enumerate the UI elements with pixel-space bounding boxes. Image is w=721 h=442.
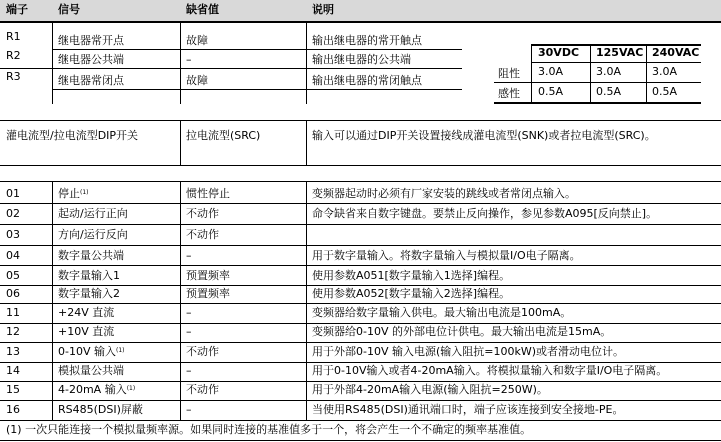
signal-cell: RS485(DSI)屏蔽 bbox=[58, 403, 143, 416]
terminal-cell: 01 bbox=[6, 187, 20, 200]
signal-cell: 起动/运行正向 bbox=[58, 207, 128, 220]
signal-cell: 方向/运行反向 bbox=[58, 228, 128, 241]
header-rule bbox=[0, 21, 721, 23]
rating-inductive-240vac: 0.5A bbox=[652, 85, 678, 98]
signal-r2: 继电器公共端 bbox=[58, 53, 124, 66]
terminal-cell: 02 bbox=[6, 207, 20, 220]
header-default: 缺省值 bbox=[186, 3, 219, 16]
footnote-marker: (1) bbox=[126, 385, 136, 392]
default-cell: – bbox=[186, 306, 192, 319]
table-header bbox=[0, 0, 721, 21]
default-cell: 惯性停止 bbox=[186, 187, 230, 200]
desc-cell: 使用参数A052[数字量输入2选择]编程。 bbox=[312, 287, 511, 300]
desc-cell: 变频器起动时必须有厂家安装的跳线或者常闭点输入。 bbox=[312, 187, 576, 200]
rating-header-30vdc: 30VDC bbox=[538, 46, 580, 59]
rating-resistive-30vdc: 3.0A bbox=[538, 65, 564, 78]
signal-r1: 继电器常开点 bbox=[58, 34, 124, 47]
desc-cell: 当使用RS485(DSI)通讯端口时，端子应该连接到安全接地-PE。 bbox=[312, 403, 624, 416]
default-r1: 故障 bbox=[186, 34, 208, 47]
signal-cell: 数字量公共端 bbox=[58, 249, 124, 262]
signal-cell: +24V 直流 bbox=[58, 306, 115, 319]
rating-header-125vac: 125VAC bbox=[596, 46, 644, 59]
signal-cell: 4-20mA 输入$^{(1)}$ bbox=[58, 383, 136, 396]
footnote: (1) 一次只能连接一个模拟量频率源。如果同时连接的基准值多于一个，将会产生一个不确定的频率基准值。 bbox=[6, 423, 532, 436]
default-cell: – bbox=[186, 364, 192, 377]
terminal-r3: R3 bbox=[6, 70, 21, 83]
signal-cell: +10V 直流 bbox=[58, 325, 115, 338]
terminal-cell: 05 bbox=[6, 269, 20, 282]
dip-signal: 灌电流型/拉电流型DIP开关 bbox=[6, 129, 139, 142]
rating-label-inductive: 感性 bbox=[498, 87, 520, 100]
desc-cell: 命令缺省来自数字键盘。要禁止反向操作，参见参数A095[反向禁止]。 bbox=[312, 207, 658, 220]
desc-cell: 使用参数A051[数字量输入1选择]编程。 bbox=[312, 269, 511, 282]
header-terminal: 端子 bbox=[6, 3, 28, 16]
dip-desc: 输入可以通过DIP开关设置接线成灌电流型(SNK)或者拉电流型(SRC)。 bbox=[312, 129, 656, 142]
terminal-cell: 12 bbox=[6, 325, 20, 338]
desc-cell: 用于0-10V输入或者4-20mA输入。将模拟量输入和数字量I/O电子隔离。 bbox=[312, 364, 668, 377]
default-cell: 预置频率 bbox=[186, 287, 230, 300]
signal-cell: 0-10V 输入$^{(1)}$ bbox=[58, 345, 125, 358]
desc-cell: 变频器给数字量输入供电。最大输出电流是100mA。 bbox=[312, 306, 572, 319]
signal-r3: 继电器常闭点 bbox=[58, 74, 124, 87]
rating-resistive-125vac: 3.0A bbox=[596, 65, 622, 78]
default-cell: 不动作 bbox=[186, 383, 219, 396]
rating-label-resistive: 阻性 bbox=[498, 67, 520, 80]
rating-header-240vac: 240VAC bbox=[652, 46, 700, 59]
rating-inductive-30vdc: 0.5A bbox=[538, 85, 564, 98]
header-description: 说明 bbox=[312, 3, 334, 16]
signal-cell: 模拟量公共端 bbox=[58, 364, 124, 377]
terminal-cell: 14 bbox=[6, 364, 20, 377]
terminal-cell: 06 bbox=[6, 287, 20, 300]
default-cell: 不动作 bbox=[186, 207, 219, 220]
desc-cell: 用于外部4-20mA输入电源(输入阻抗=250W)。 bbox=[312, 383, 548, 396]
rating-resistive-240vac: 3.0A bbox=[652, 65, 678, 78]
signal-cell: 数字量输入2 bbox=[58, 287, 120, 300]
terminal-cell: 13 bbox=[6, 345, 20, 358]
terminal-r1: R1 bbox=[6, 30, 21, 43]
rating-inductive-125vac: 0.5A bbox=[596, 85, 622, 98]
default-cell: – bbox=[186, 325, 192, 338]
terminal-cell: 11 bbox=[6, 306, 20, 319]
terminal-cell: 03 bbox=[6, 228, 20, 241]
footnote-marker: (1) bbox=[116, 347, 125, 354]
desc-cell: 用于外部0-10V 输入电源(输入阻抗=100kW)或者滑动电位计。 bbox=[312, 345, 625, 358]
desc-r2: 输出继电器的公共端 bbox=[312, 53, 411, 66]
desc-cell: 用于数字量输入。将数字量输入与模拟量I/O电子隔离。 bbox=[312, 249, 581, 262]
desc-cell: 变频器给0-10V 的外部电位计供电。最大输出电流是15mA。 bbox=[312, 325, 612, 338]
terminal-cell: 16 bbox=[6, 403, 20, 416]
default-cell: – bbox=[186, 249, 192, 262]
terminal-cell: 15 bbox=[6, 383, 20, 396]
desc-r1: 输出继电器的常开触点 bbox=[312, 34, 422, 47]
header-signal: 信号 bbox=[58, 3, 80, 16]
signal-cell: 数字量输入1 bbox=[58, 269, 120, 282]
relay-rating-table bbox=[494, 44, 701, 103]
default-r2: – bbox=[186, 53, 192, 66]
desc-r3: 输出继电器的常闭触点 bbox=[312, 74, 422, 87]
dip-default: 拉电流型(SRC) bbox=[186, 129, 261, 142]
default-r3: 故障 bbox=[186, 74, 208, 87]
terminal-r2: R2 bbox=[6, 49, 21, 62]
footnote-marker: (1) bbox=[80, 189, 89, 196]
terminal-cell: 04 bbox=[6, 249, 20, 262]
default-cell: – bbox=[186, 403, 192, 416]
default-cell: 预置频率 bbox=[186, 269, 230, 282]
signal-cell: 停止$^{(1)}$ bbox=[58, 187, 89, 200]
default-cell: 不动作 bbox=[186, 345, 219, 358]
default-cell: 不动作 bbox=[186, 228, 219, 241]
